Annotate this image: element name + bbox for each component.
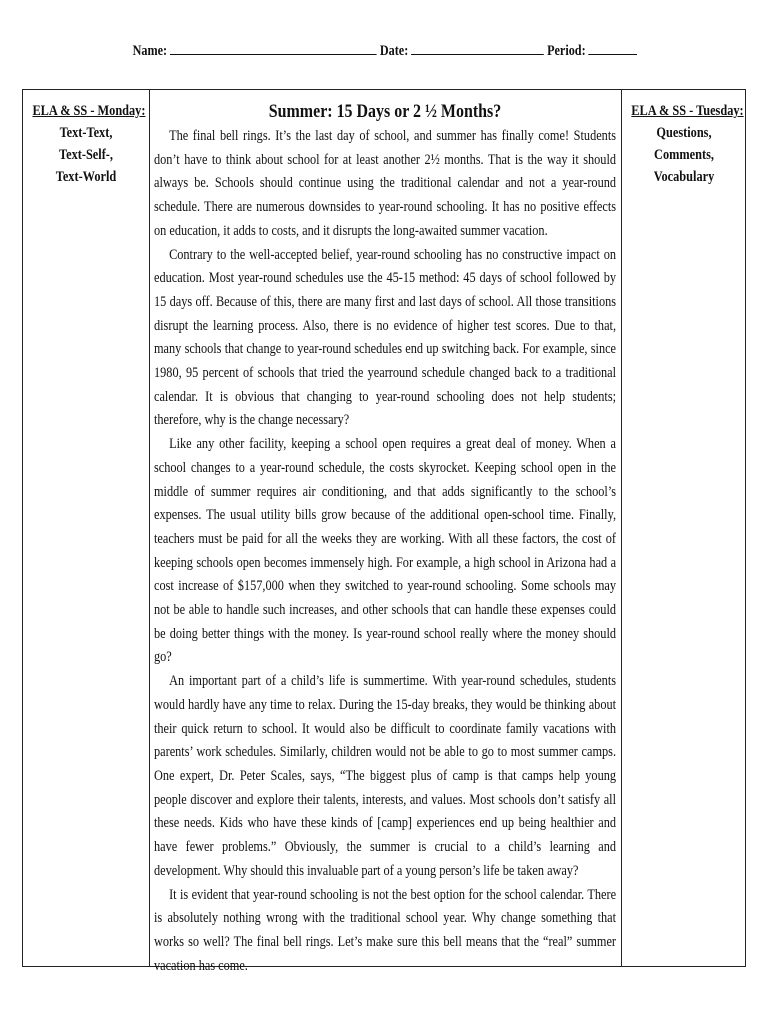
period-label: Period: — [547, 43, 586, 59]
tuesday-column — [622, 100, 746, 188]
article-paragraph: An important part of a child’s life is summertime. With year-round schedules, students would hardly have any time to relax. During the 15-day breaks, they would be thinking about their quick return to school. It would also be difficult to coordinate family vacations with parents’ work schedules. Similarly, children would not be able to go to most summer camps. One expert, Dr. Peter Scales, says, “The biggest plus of camp is that camps help young people discover and explore their talents, interests, and values. Most schools don’t satisfy all these needs. Kids who have these kinds of [camp] experiences end up being healthier and have fewer problems.” Obviously, the summer is crucial to a child’s learning and development. Why should this invaluable part of a young person’s life be taken away? — [154, 673, 617, 879]
article-paragraph: It is evident that year-round schooling is not the best option for the school calendar. There is absolutely nothing wrong with the traditional school year. Why change something that works so well? The final bell rings. Let’s make sure this bell means that the “real” summer vacation has come. — [154, 886, 617, 974]
date-blank — [411, 40, 544, 55]
article-paragraph: The final bell rings. It’s the last day of school, and summer has finally come! Students don’t have to think about school for at least another 2½ months. That is the way it should always be. Schools should continue using the traditional calendar and not a year-round schedule. There are numerous downsides to year-round schooling. It has no positive effects on education, it adds to costs, and it disrupts the long-awaited summer vacation. — [154, 128, 617, 239]
article-title: Summer: 15 Days or 2 ½ Months? — [268, 101, 502, 122]
name-label: Name: — [132, 43, 168, 59]
monday-column — [23, 100, 149, 188]
article-body — [154, 125, 616, 978]
worksheet-table — [22, 89, 746, 974]
worksheet-header — [62, 40, 709, 60]
monday-heading: ELA & SS - Monday: — [32, 103, 146, 119]
tuesday-line-questions: Questions, Comments, — [654, 125, 714, 163]
article-paragraph: Like any other facility, keeping a school open requires a great deal of money. When a school changes to a year-round schedule, the costs skyrocket. Keeping school open in the middle of summer requires air conditioning, and that adds significantly to the school’s expenses. The usual utility bills grow because of the additional open-school time. Finally, teachers must be paid for all the weeks they are working. With all these factors, the cost of keeping schools open becomes immensely high. For example, a high school in Arizona had a cost increase of $157,000 when they switched to year-round schooling. Some schools may not be able to handle such increases, and other schools that can handle these expenses could be doing better things with the money. Is year-round school really where the money should go? — [154, 436, 617, 666]
left-column-divider — [149, 90, 150, 966]
monday-line-text-self: Text-Self-, — [59, 147, 113, 163]
monday-line-text-text: Text-Text, — [59, 125, 113, 141]
date-label: Date: — [379, 43, 409, 59]
article-paragraph: Contrary to the well-accepted belief, year-round schooling has no constructive impact on education. Most year-round schedules use the 45-15 method: 45 days of school followed by 15 days off. Because of this, there are many first and last days of school. All those transitions disrupt the learning process. Also, there is no evidence of higher test scores. Due to that, many schools that change to year-round schedules end up switching back. For example, since 1980, 95 percent of schools that tried the yearround schedule changed back to a traditional calendar. It is obvious that changing to year-round schooling does not help students; therefore, why is the change necessary? — [154, 246, 617, 429]
tuesday-line-vocabulary: Vocabulary — [653, 169, 715, 185]
tuesday-heading: ELA & SS - Tuesday: — [631, 103, 744, 119]
right-column-divider — [621, 90, 622, 966]
name-blank — [170, 40, 377, 55]
period-blank — [589, 40, 638, 55]
monday-line-text-world: Text-World — [55, 169, 117, 185]
article-column — [154, 100, 616, 978]
